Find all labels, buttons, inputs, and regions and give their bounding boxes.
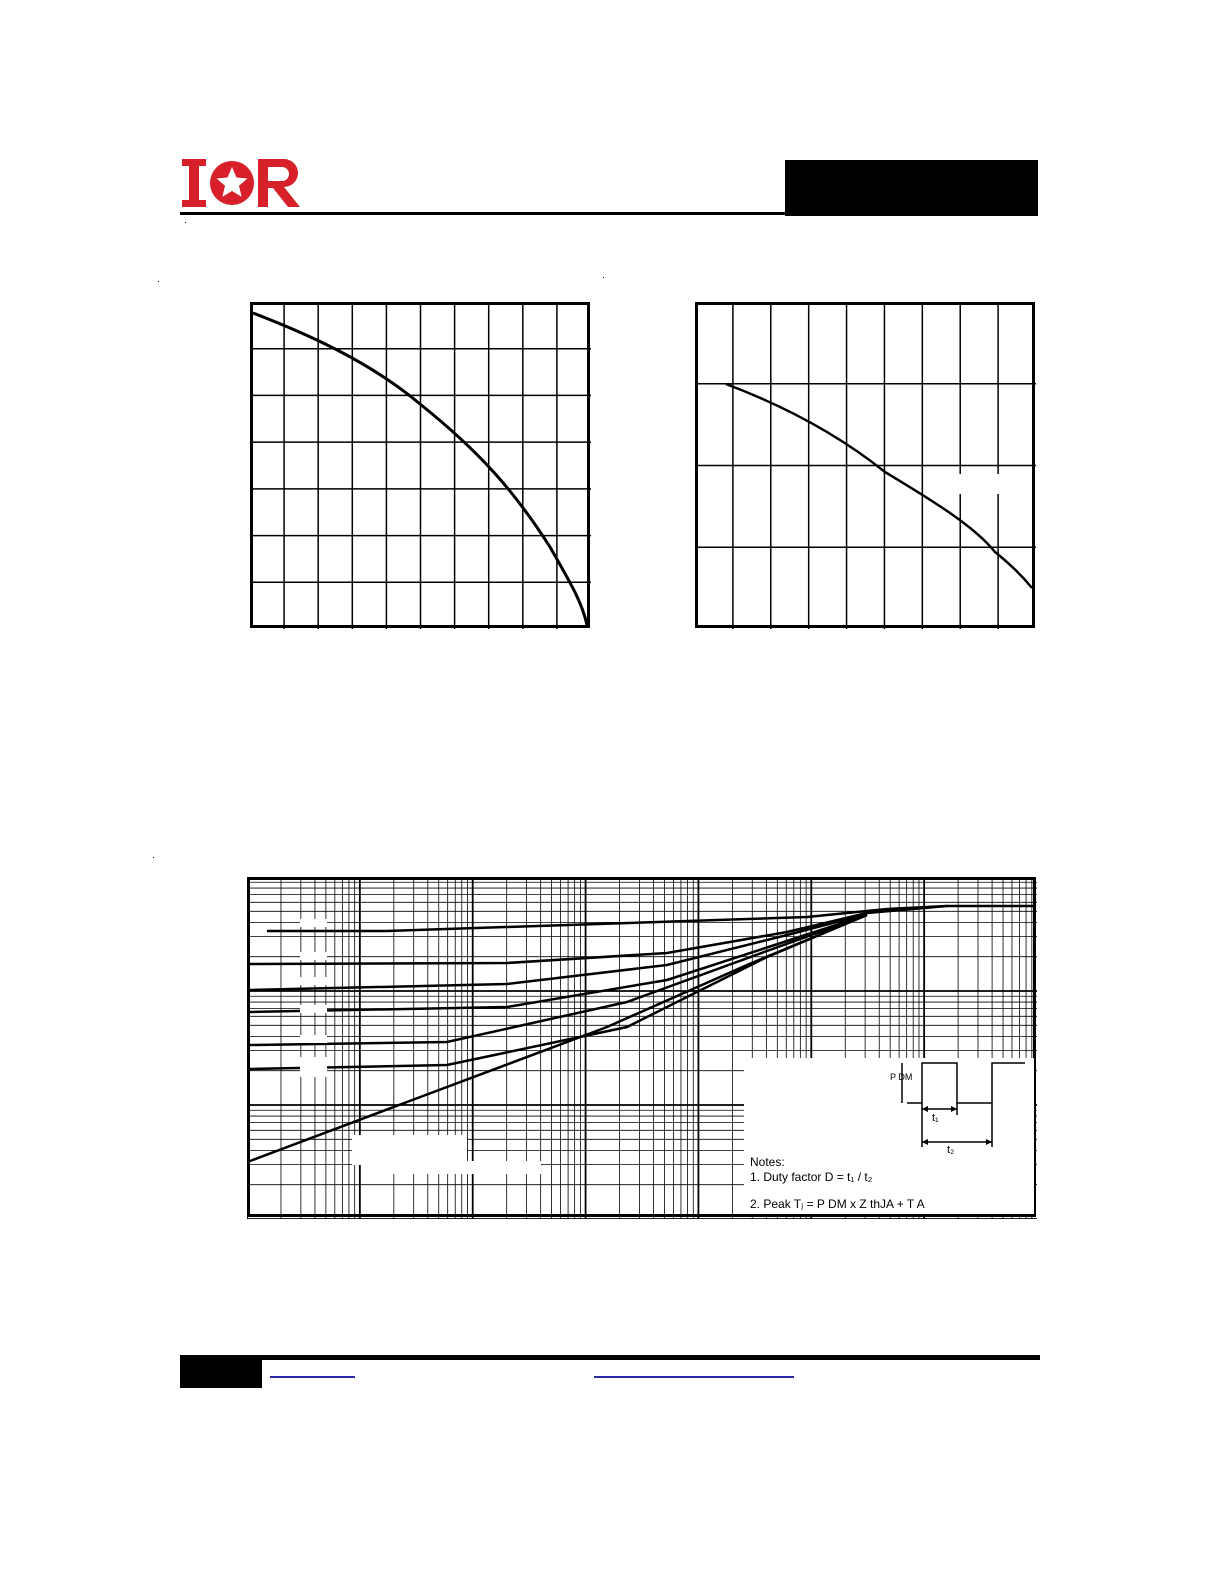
chart-3-label-masks — [300, 919, 541, 1174]
footer-page-box — [180, 1358, 262, 1388]
logo-text: IOR — [180, 157, 182, 158]
footer-link-2[interactable] — [594, 1376, 794, 1378]
ir-logo — [180, 157, 302, 209]
chart-1-grid — [250, 302, 591, 629]
notes-box — [744, 1058, 1034, 1214]
mark — [158, 281, 159, 282]
mark — [185, 222, 186, 223]
chart-1 — [250, 302, 591, 629]
notes-heading: Notes: — [750, 1155, 785, 1169]
mark — [603, 277, 604, 278]
t1-label: t₁ — [932, 1112, 939, 1124]
header-part-number-box — [785, 160, 1038, 216]
chart-3-thermal-impedance — [247, 877, 1037, 1219]
chart-2 — [695, 302, 1036, 629]
footer-rule — [180, 1355, 1040, 1360]
footer-link-1[interactable] — [270, 1376, 355, 1378]
notes-line-2: 2. Peak Tⱼ = P DM x Z thJA + T A — [750, 1197, 925, 1211]
mark — [153, 857, 154, 858]
notes-line-1: 1. Duty factor D = t₁ / t₂ — [750, 1170, 873, 1184]
pdm-label: P DM — [890, 1072, 913, 1082]
t2-label: t₂ — [947, 1144, 955, 1156]
chart-2-grid — [695, 302, 1036, 629]
header-rule — [180, 212, 785, 215]
chart-2-label-mask — [957, 474, 999, 494]
